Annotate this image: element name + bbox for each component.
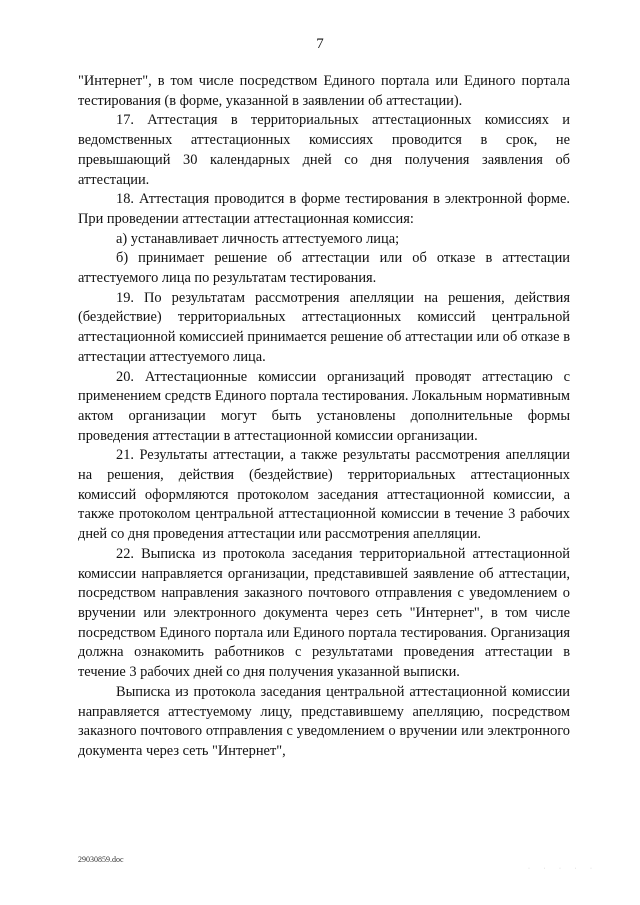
scan-artifact-dots: · · · · · (528, 866, 598, 872)
paragraph-18-a: а) устанавливает личность аттестуемого лица; (116, 230, 400, 247)
paragraph-19: 19. По результатам рассмотрения апелляции на решения, действия (бездействие) территориальных аттестационных комиссий центральной аттестационной комиссией принимается решение об аттестации или об отказе в аттестации аттестуемого лица. (78, 289, 570, 365)
paragraph-17: 17. Аттестация в территориальных аттестационных комиссиях и ведомственных аттестационных комиссиях проводится в срок, не превышающий 30 календарных дней со дня получения заявления об аттестации. (78, 112, 570, 188)
paragraph-18: 18. Аттестация проводится в форме тестирования в электронной форме. При проведении аттестации аттестационная комиссия: (78, 191, 570, 227)
page-number: 7 (316, 36, 324, 52)
paragraph-22-extract: Выписка из протокола заседания центральной аттестационной комиссии направляется аттестуемому лицу, представившему апелляцию, посредством заказного почтового отправления с уведомлением о вручении или электронного документа через сеть "Интернет", (78, 683, 570, 759)
paragraph-22: 22. Выписка из протокола заседания территориальной аттестационной комиссии направляется организации, представившей заявление об аттестации, посредством направления заказного почтового отправления с уведомлением о вручении или электронного документа через сеть "Интернет", в том числе посредством Единого портала или Единого портала тестирования. Организация должна ознакомить работников с результатами проведения аттестации в течение 3 рабочих дней со дня получения указанной выписки. (78, 545, 570, 681)
paragraph-18-b: б) принимает решение об аттестации или об отказе в аттестации аттестуемого лица по результатам тестирования. (78, 250, 570, 287)
document-body (78, 72, 570, 762)
paragraph-continuation: "Интернет", в том числе посредством Единого портала или Единого портала тестирования (в форме, указанной в заявлении об аттестации). (78, 73, 570, 109)
paragraph-21: 21. Результаты аттестации, а также результаты рассмотрения апелляции на решения, действия (бездействие) территориальных аттестационных комиссий оформляются протоколом заседания аттестационной комиссии, а также протоколом центральной аттестационной комиссии в течение 3 рабочих дней со дня проведения аттестации или рассмотрения апелляции. (78, 447, 570, 543)
footer-doc-code: 29030859.doc (78, 855, 124, 864)
paragraph-20: 20. Аттестационные комиссии организаций проводят аттестацию с применением средств Единого портала тестирования. Локальным нормативным актом организации могут быть установлены дополнительные формы проведения аттестации в аттестационной комиссии организации. (78, 368, 570, 444)
